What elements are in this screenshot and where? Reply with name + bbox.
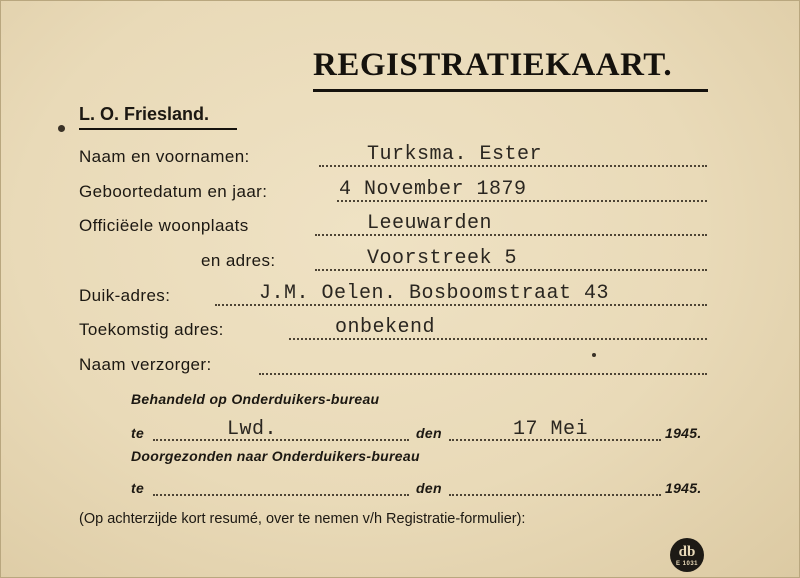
- adres-label: en adres:: [201, 251, 276, 270]
- duikadres-label: Duik-adres:: [79, 286, 171, 305]
- toekomstig-label: Toekomstig adres:: [79, 320, 224, 339]
- behandeld-year: 1945.: [665, 425, 702, 441]
- ink-spot: [592, 353, 596, 357]
- doorgezonden-te-line: [153, 494, 409, 496]
- behandeld-den-label: den: [416, 425, 442, 441]
- behandeld-te-label: te: [131, 425, 145, 441]
- printer-logo-icon: [670, 538, 704, 572]
- organization-underline: [79, 128, 237, 130]
- adres-value[interactable]: Voorstreek 5: [367, 247, 518, 270]
- organization-label: L. O. Friesland.: [79, 104, 210, 124]
- verzorger-line: [259, 373, 707, 375]
- naam-label: Naam en voornamen:: [79, 147, 250, 166]
- doorgezonden-te-label: te: [131, 480, 145, 496]
- duikadres-value[interactable]: J.M. Oelen. Bosboomstraat 43: [259, 282, 610, 305]
- ink-spot: [58, 125, 65, 132]
- logo-text: db: [678, 544, 696, 560]
- doorgezonden-den-line: [449, 494, 661, 496]
- geboortedatum-label: Geboortedatum en jaar:: [79, 182, 268, 201]
- behandeld-te-line: [153, 439, 409, 441]
- behandeld-den-value[interactable]: 17 Mei: [513, 418, 589, 441]
- naam-value[interactable]: Turksma. Ester: [367, 143, 543, 166]
- woonplaats-label: Officiëele woonplaats: [79, 216, 249, 235]
- footer-note: (Op achterzijde kort resumé, over te nemen v/h Registratie-formulier):: [79, 511, 526, 527]
- toekomstig-value[interactable]: onbekend: [335, 316, 436, 339]
- doorgezonden-den-label: den: [416, 480, 442, 496]
- doorgezonden-heading: Doorgezonden naar Onderduikers-bureau: [131, 448, 420, 464]
- verzorger-label: Naam verzorger:: [79, 355, 212, 374]
- doorgezonden-year: 1945.: [665, 480, 702, 496]
- title-underline: [313, 89, 708, 92]
- woonplaats-value[interactable]: Leeuwarden: [367, 212, 493, 235]
- behandeld-heading: Behandeld op Onderduikers-bureau: [131, 391, 380, 407]
- card-title: REGISTRATIEKAART.: [313, 47, 673, 83]
- logo-subtext: E 1031: [675, 561, 699, 567]
- behandeld-te-value[interactable]: Lwd.: [227, 418, 278, 441]
- geboortedatum-value[interactable]: 4 November 1879: [339, 178, 527, 201]
